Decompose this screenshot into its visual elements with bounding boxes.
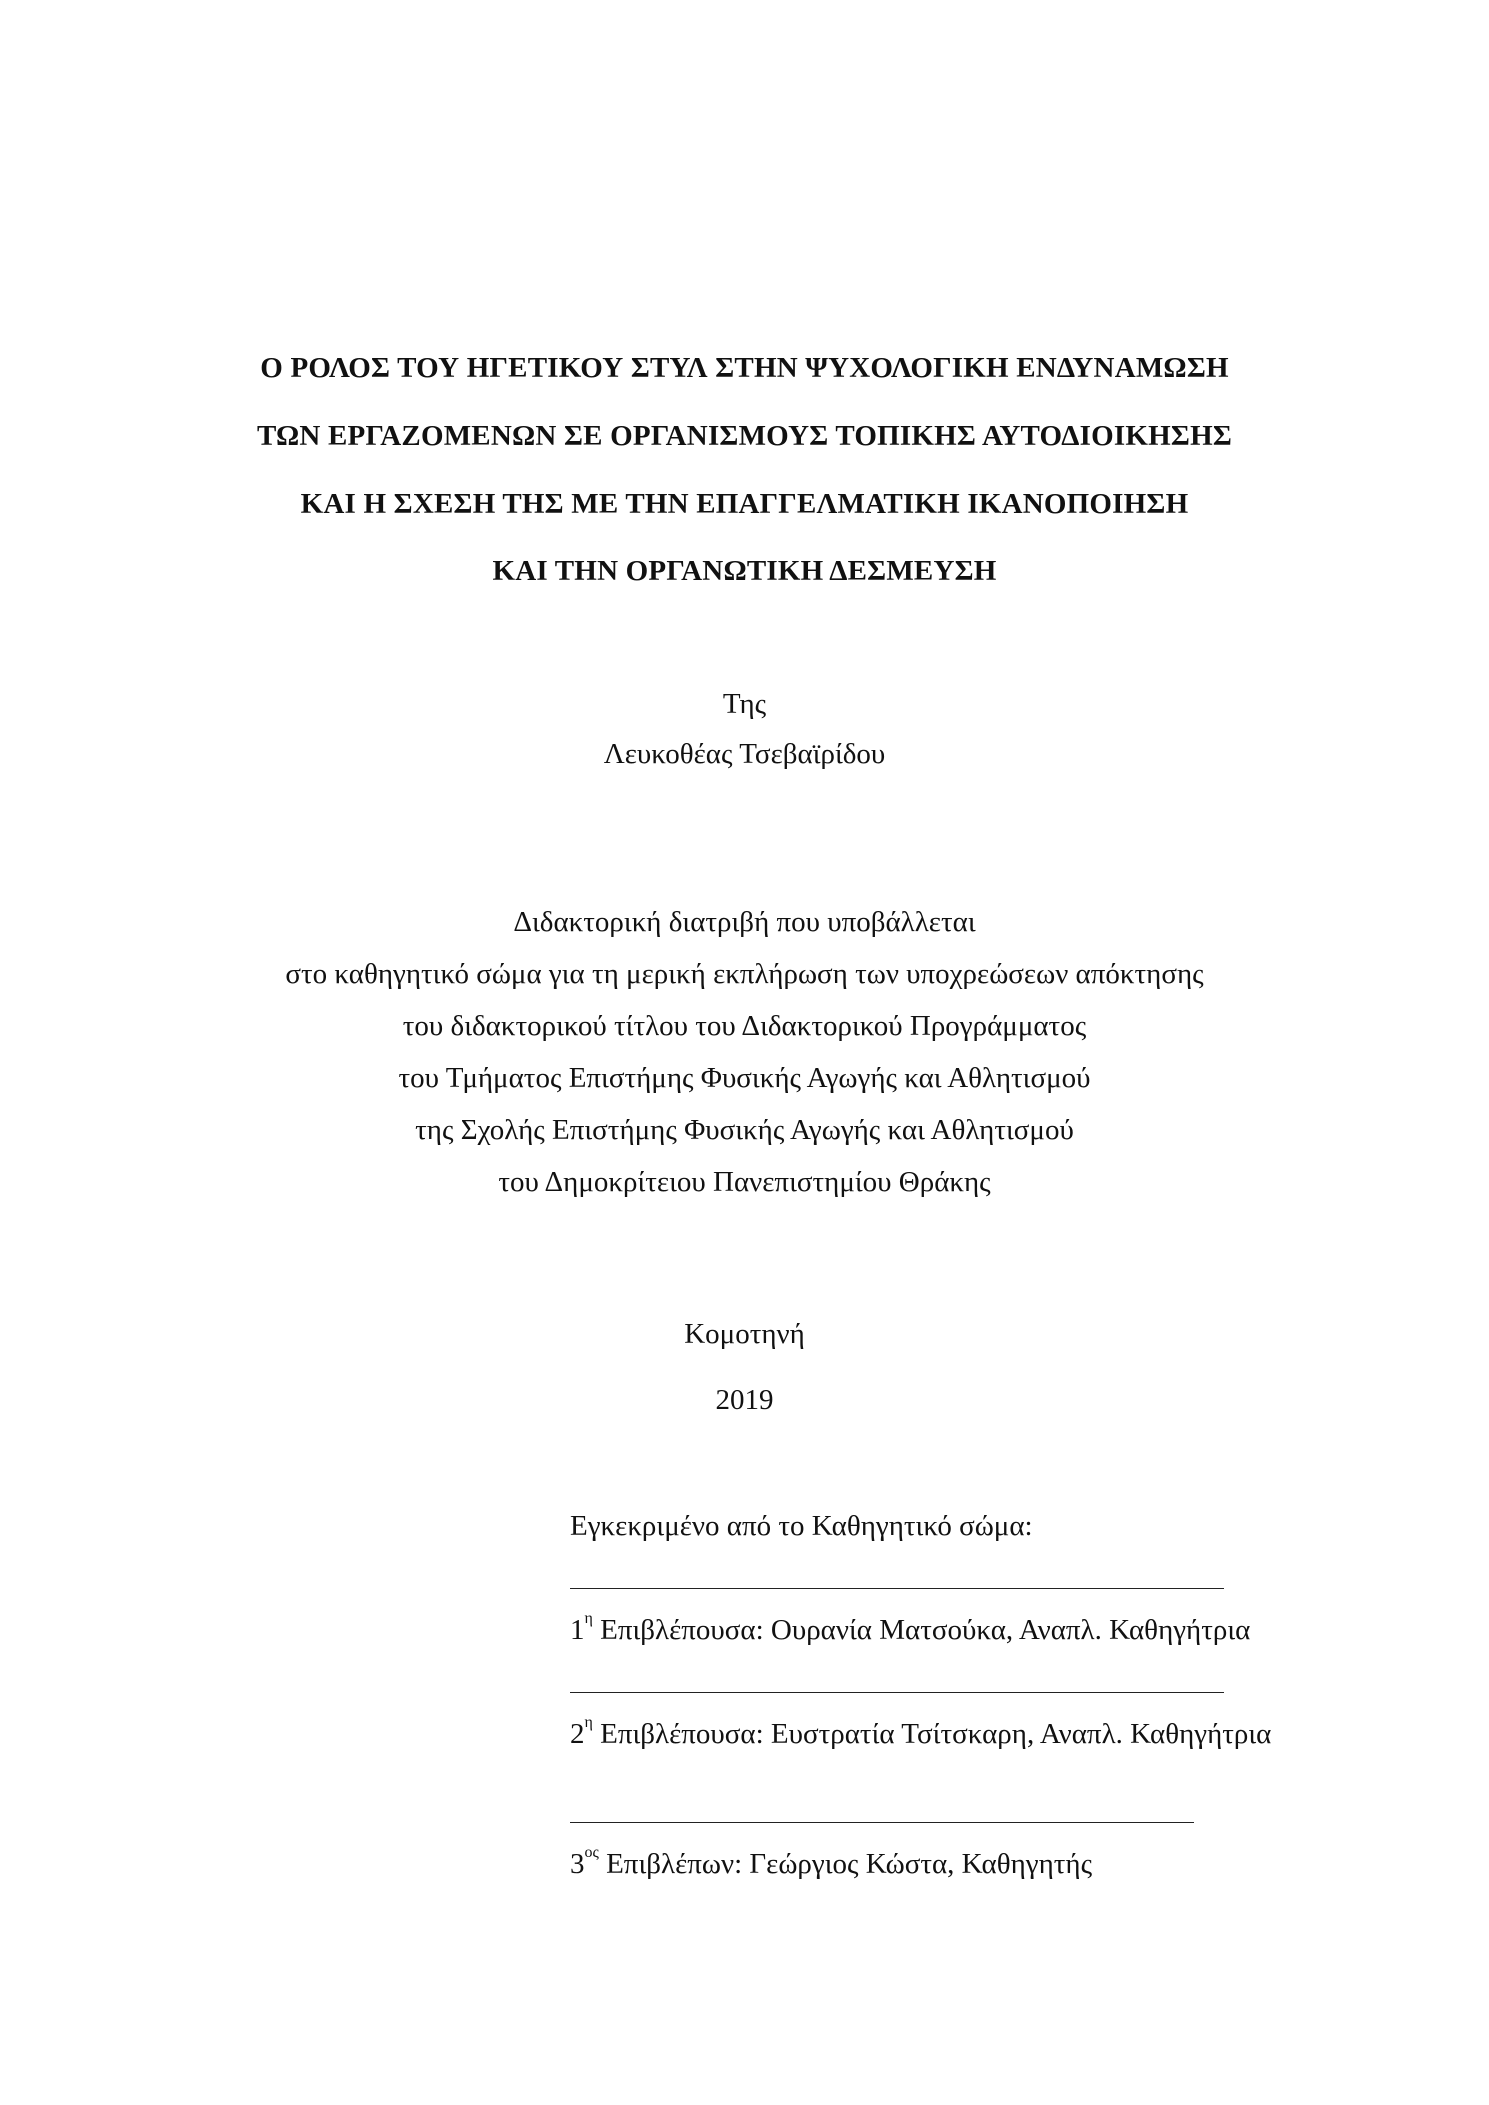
description-line-6: του Δημοκρίτειου Πανεπιστημίου Θράκης [498, 1166, 991, 1198]
committee-member-3 [570, 1844, 1093, 1881]
member-text: Επιβλέπουσα: Ευστρατία Τσίτσκαρη, Αναπλ. Καθηγήτρια [592, 1718, 1272, 1750]
title-line-1: Ο ΡΟΛΟΣ ΤΟΥ ΗΓΕΤΙΚΟΥ ΣΤΥΛ ΣΤΗΝ ΨΥΧΟΛΟΓΙΚΗ ΕΝΔΥΝΑΜΩΣΗ [260, 352, 1229, 384]
member-ordinal-suffix: ος [584, 1844, 599, 1861]
approved-label: Εγκεκριμένο από το Καθηγητικό σώμα: [570, 1510, 1033, 1542]
signature-line-1 [570, 1588, 1224, 1589]
description-line-4: του Τμήματος Επιστήμης Φυσικής Αγωγής και Αθλητισμού [398, 1062, 1091, 1094]
title-line-4: ΚΑΙ ΤΗΝ ΟΡΓΑΝΩΤΙΚΗ ΔΕΣΜΕΥΣΗ [492, 555, 997, 587]
title-line-3: ΚΑΙ Η ΣΧΕΣΗ ΤΗΣ ΜΕ ΤΗΝ ΕΠΑΓΓΕΛΜΑΤΙΚΗ ΙΚΑΝΟΠΟΙΗΣΗ [300, 488, 1189, 520]
signature-line-2 [570, 1692, 1224, 1693]
member-ordinal: 3 [570, 1848, 585, 1880]
description-line-5: της Σχολής Επιστήμης Φυσικής Αγωγής και Αθλητισμού [415, 1114, 1074, 1146]
member-ordinal-suffix: η [584, 1714, 593, 1731]
place: Κομοτηνή [684, 1318, 805, 1350]
description-line-1: Διδακτορική διατριβή που υποβάλλεται [513, 906, 976, 938]
description-line-2: στο καθηγητικό σώμα για τη μερική εκπλήρωση των υποχρεώσεων απόκτησης [285, 958, 1204, 990]
member-text: Επιβλέπων: Γεώργιος Κώστα, Καθηγητής [598, 1848, 1093, 1880]
author-name: Λευκοθέας Τσεβαϊρίδου [603, 738, 886, 770]
title-line-2: ΤΩΝ ΕΡΓΑΖΟΜΕΝΩΝ ΣΕ ΟΡΓΑΝΙΣΜΟΥΣ ΤΟΠΙΚΗΣ ΑΥΤΟΔΙΟΙΚΗΣΗΣ [256, 420, 1233, 452]
committee-member-1 [570, 1610, 1251, 1647]
signature-line-3 [570, 1822, 1194, 1823]
committee-member-2 [570, 1714, 1272, 1751]
description-line-3: του διδακτορικού τίτλου του Διδακτορικού Προγράμματος [402, 1010, 1087, 1042]
member-text: Επιβλέπουσα: Ουρανία Ματσούκα, Αναπλ. Καθηγήτρια [592, 1614, 1251, 1646]
member-ordinal: 2 [570, 1718, 585, 1750]
member-ordinal-suffix: η [584, 1610, 593, 1627]
year: 2019 [715, 1384, 774, 1416]
member-ordinal: 1 [570, 1614, 585, 1646]
author-by-label: Της [722, 688, 767, 720]
